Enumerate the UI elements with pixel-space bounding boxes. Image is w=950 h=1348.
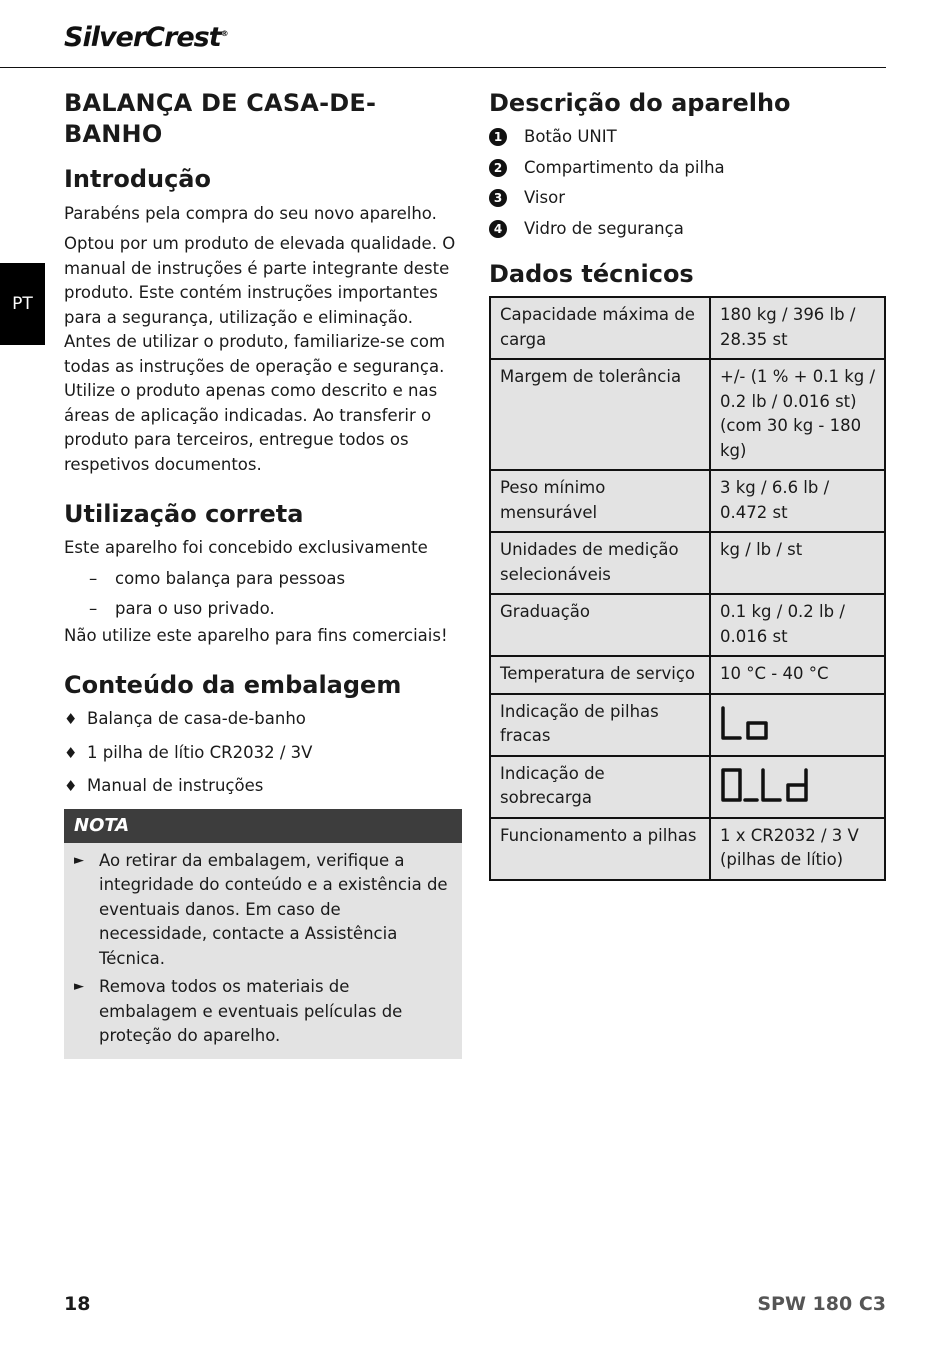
table-cell-value xyxy=(710,756,885,818)
intro-heading: Introdução xyxy=(64,165,211,194)
note-item-text: Remova todos os materiais de embalagem e eventuais películas de proteção do aparelho. xyxy=(99,977,403,1046)
note-box xyxy=(64,809,462,1059)
lcd-o-ld-icon xyxy=(720,766,812,804)
table-row xyxy=(490,532,885,594)
list-item-text: Manual de instruções xyxy=(87,776,264,796)
description-list xyxy=(489,125,886,241)
table-cell-key: Temperatura de serviço xyxy=(490,656,710,694)
number-badge: 4 xyxy=(489,220,507,238)
list-item-text: Balança de casa-de-banho xyxy=(87,709,306,729)
diamond-bullet-icon: ♦ xyxy=(64,710,78,729)
left-column xyxy=(64,88,462,1059)
arrow-right-icon: ► xyxy=(74,852,84,868)
list-item-text: Visor xyxy=(524,188,565,208)
intro-paragraph: Parabéns pela compra do seu novo aparelho. xyxy=(64,203,437,223)
table-cell-key: Unidades de medição selecionáveis xyxy=(490,532,710,594)
list-item xyxy=(64,707,462,732)
main-title: BALANÇA DE CASA-DE-BANHO xyxy=(64,89,377,149)
arrow-right-icon: ► xyxy=(74,979,84,995)
list-item: – para o uso privado. xyxy=(64,597,462,622)
table-cell-key: Peso mínimo mensurável xyxy=(490,470,710,532)
lcd-lo-icon xyxy=(720,704,770,742)
package-heading: Conteúdo da embalagem xyxy=(64,671,402,700)
note-item-text: Ao retirar da embalagem, verifique a integridade do conteúdo e a existência de eventuais danos. Em caso de necessidade, contacte a Assistência Técnica. xyxy=(99,850,448,968)
table-cell-value: 3 kg / 6.6 lb / 0.472 st xyxy=(710,470,885,532)
table-cell-key: Margem de tolerância xyxy=(490,359,710,470)
table-cell-key: Indicação de pilhas fracas xyxy=(490,694,710,756)
table-row xyxy=(490,818,885,880)
list-item xyxy=(489,186,886,211)
table-row xyxy=(490,694,885,756)
table-row xyxy=(490,756,885,818)
note-label: NOTA xyxy=(64,809,462,843)
table-cell-value: kg / lb / st xyxy=(710,532,885,594)
intro-paragraph: Optou por um produto de elevada qualidade. O manual de instruções é parte integrante deste produto. Este contém instruções importantes para a segurança, utilização e eliminação. Antes de utilizar o produto, familiarize-se com todas as instruções de operação e segurança. Utilize o produto apenas como descrito e nas áreas de aplicação indicadas. Ao transferir o produto para terceiros, entregue todos os respetivos documentos. xyxy=(64,234,456,474)
technical-heading: Dados técnicos xyxy=(489,260,694,289)
package-list xyxy=(64,707,462,799)
usage-list xyxy=(64,567,462,622)
header-divider xyxy=(0,67,886,68)
usage-section xyxy=(64,499,462,648)
table-cell-key: Capacidade máxima de carga xyxy=(490,297,710,359)
brand-name: SilverCrest xyxy=(64,22,221,53)
brand-logo xyxy=(64,22,228,53)
list-item xyxy=(489,125,886,150)
list-item xyxy=(489,156,886,181)
list-item-text: Compartimento da pilha xyxy=(524,157,725,177)
page-number: 18 xyxy=(64,1293,91,1315)
table-cell-value: 180 kg / 396 lb / 28.35 st xyxy=(710,297,885,359)
table-row xyxy=(490,359,885,470)
table-row xyxy=(490,594,885,656)
note-item xyxy=(74,975,450,1049)
intro-section xyxy=(64,164,462,477)
diamond-bullet-icon: ♦ xyxy=(64,777,78,796)
table-cell-value: 1 x CR2032 / 3 V (pilhas de lítio) xyxy=(710,818,885,880)
list-item xyxy=(64,741,462,766)
list-item xyxy=(489,217,886,242)
list-item: – como balança para pessoas xyxy=(64,567,462,592)
table-cell-value xyxy=(710,694,885,756)
package-section xyxy=(64,670,462,1059)
table-cell-value: 10 °C - 40 °C xyxy=(710,656,885,694)
table-cell-key: Funcionamento a pilhas xyxy=(490,818,710,880)
usage-lead: Este aparelho foi concebido exclusivamente xyxy=(64,538,428,558)
number-badge: 1 xyxy=(489,128,507,146)
registered-mark: ® xyxy=(220,29,228,38)
technical-data-table xyxy=(489,296,886,881)
diamond-bullet-icon: ♦ xyxy=(64,743,78,762)
usage-closing: Não utilize este aparelho para fins comerciais! xyxy=(64,625,448,645)
note-body xyxy=(64,843,462,1059)
language-tab: PT xyxy=(0,263,45,345)
table-cell-key: Indicação de sobrecarga xyxy=(490,756,710,818)
table-cell-key: Graduação xyxy=(490,594,710,656)
list-item-text: Botão UNIT xyxy=(524,127,617,147)
table-row xyxy=(490,297,885,359)
number-badge: 3 xyxy=(489,189,507,207)
number-badge: 2 xyxy=(489,159,507,177)
note-item xyxy=(74,849,450,972)
description-heading: Descrição do aparelho xyxy=(489,89,791,117)
list-item-text: Vidro de segurança xyxy=(524,218,684,238)
table-cell-value: 0.1 kg / 0.2 lb / 0.016 st xyxy=(710,594,885,656)
usage-heading: Utilização correta xyxy=(64,500,304,529)
table-row xyxy=(490,656,885,694)
table-cell-value: +/- (1 % + 0.1 kg / 0.2 lb / 0.016 st) (com 30 kg - 180 kg) xyxy=(710,359,885,470)
table-row xyxy=(490,470,885,532)
list-item-text: 1 pilha de lítio CR2032 / 3V xyxy=(87,742,313,762)
right-column xyxy=(489,88,886,881)
model-number: SPW 180 C3 xyxy=(757,1293,886,1315)
list-item xyxy=(64,774,462,799)
